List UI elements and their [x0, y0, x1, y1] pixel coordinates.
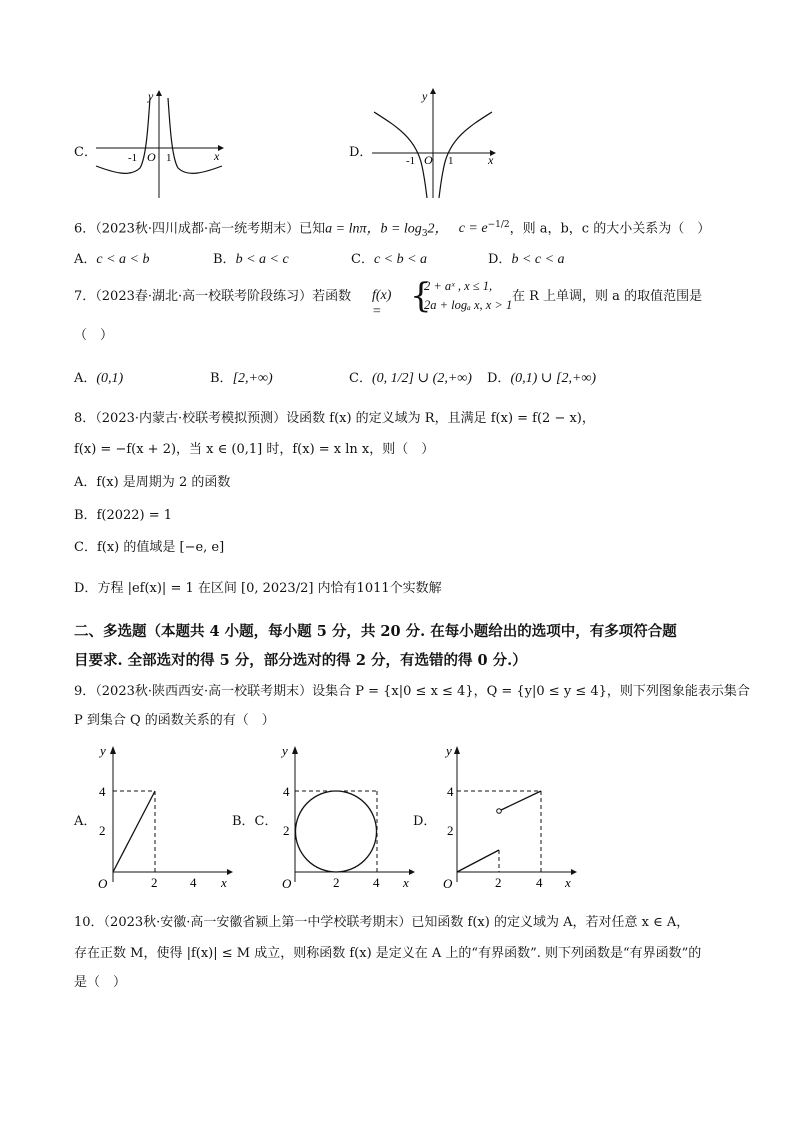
tick-y4: 4 [99, 784, 106, 799]
origin-label: O [147, 150, 156, 164]
q8-line2: f(x) = −f(x + 2)，当 x ∈ (0,1] 时，f(x) = x ln x，则（ ） [74, 442, 435, 457]
q6-stem-tail: ，则 a，b，c 的大小关系为（ ） [509, 221, 711, 237]
q7-case2: 2a + logₐ x, x > 1 [424, 298, 513, 312]
y-axis-label: y [148, 89, 154, 103]
x-axis-label: x [488, 153, 494, 167]
q7-paren: （ ） [74, 328, 114, 343]
q9-graph-bc [275, 742, 417, 892]
tick-neg1: -1 [406, 155, 416, 167]
tick-y2: 2 [447, 823, 454, 838]
q6-option-b: B．b < a < c [213, 252, 289, 267]
q7-option-c: C．(0, 1/2] ∪ (2,+∞) [349, 371, 472, 386]
q6-stem-text: 6．（2023秋·四川成都·高一统考期末）已知 [74, 221, 326, 237]
tick-x4: 4 [536, 875, 543, 890]
option-d-label: D． [349, 145, 373, 160]
origin-label: O [98, 876, 108, 891]
q9-line1: 9．（2023秋·陕西西安·高一校联考期末）设集合 P = {x|0 ≤ x ≤ 4}，Q = {y|0 ≤ y ≤ 4}，则下列图象能表示集合 [74, 684, 750, 699]
q8-option-c: C．f(x) 的值域是 [−e, e] [74, 540, 225, 555]
graph-option-c [90, 88, 230, 200]
q9-graph-a [93, 742, 235, 892]
tick-x2: 2 [151, 875, 158, 890]
tick-x4: 4 [373, 875, 380, 890]
q7-option-b: B．[2,+∞) [210, 371, 273, 386]
q6-option-c: C．c < b < a [351, 252, 428, 267]
q6-math-c: c = e [458, 221, 488, 237]
q8-option-d: D．方程 |ef(x)| = 1 在区间 [0, 2023/2] 内恰有1011个实数解 [74, 581, 442, 596]
tick-x2: 2 [333, 875, 340, 890]
q10-line2: 存在正数 M，使得 |f(x)| ≤ M 成立，则称函数 f(x) 是定义在 A 上的“有界函数”. 则下列函数是“有界函数”的 [74, 946, 702, 961]
q6-math-c-exp: −1/2 [487, 220, 510, 230]
q7-case1: 2 + aˣ , x ≤ 1, [424, 279, 493, 293]
origin-label: O [282, 876, 292, 891]
tick-x2: 2 [495, 875, 502, 890]
tick-y2: 2 [283, 823, 290, 838]
y-axis-label: y [446, 743, 452, 758]
q8-option-a: A．f(x) 是周期为 2 的函数 [74, 475, 231, 490]
y-axis-label: y [100, 743, 106, 758]
q6-option-a: A．c < a < b [74, 252, 150, 267]
x-axis-label: x [565, 875, 571, 890]
q7-stem [74, 288, 351, 306]
q6-stem [74, 216, 710, 243]
q8-line1: 8．（2023·内蒙古·校联考模拟预测）设函数 f(x) 的定义域为 R，且满足 f(x) = f(2 − x)， [74, 411, 595, 426]
section2-heading-line1: 二、多选题（本题共 4 小题，每小题 5 分，共 20 分. 在每小题给出的选项中，有多项符合题 [74, 623, 677, 640]
tick-x4: 4 [190, 875, 197, 890]
q9-graph-d [437, 742, 579, 892]
origin-label: O [424, 153, 433, 167]
q6-math-ab-tail: 2， [427, 221, 449, 237]
tick-1: 1 [448, 155, 454, 167]
origin-label: O [443, 876, 453, 891]
q7-func: f(x) = [372, 288, 392, 319]
q7-stem-text: 7．（2023春·湖北·高一校联考阶段练习）若函数 [74, 289, 352, 304]
q7-option-a: A．(0,1) [74, 371, 124, 386]
graph-option-d [368, 86, 503, 202]
q7-brace: { [410, 276, 432, 316]
q6-math-ab: a = lnπ，b = log [325, 221, 422, 237]
y-axis-label: y [422, 89, 428, 103]
q9-line2: P 到集合 Q 的函数关系的有（ ） [74, 713, 275, 728]
q10-line1: 10．（2023秋·安徽·高一安徽省颍上第一中学校联考期末）已知函数 f(x) 的定义域为 A，若对任意 x ∈ A， [74, 915, 690, 930]
section2-heading-line2: 目要求. 全部选对的得 5 分，部分选对的得 2 分，有选错的得 0 分.） [74, 652, 527, 669]
q7-stem-tail: 在 R 上单调，则 a 的取值范围是 [512, 289, 703, 304]
tick-y4: 4 [447, 784, 454, 799]
tick-1: 1 [166, 152, 172, 164]
q8-option-b: B．f(2022) = 1 [74, 508, 173, 523]
y-axis-label: y [282, 743, 288, 758]
q10-line3: 是（ ） [74, 975, 127, 990]
x-axis-label: x [403, 875, 409, 890]
x-axis-label: x [221, 875, 227, 890]
tick-neg1: -1 [128, 152, 138, 164]
q7-option-d: D．(0,1) ∪ [2,+∞) [487, 371, 597, 386]
q9-graph-d-label: D． [413, 814, 437, 829]
q9-graph-bc-label: B．C． [232, 814, 278, 829]
x-axis-label: x [214, 149, 220, 163]
q9-graph-a-label: A． [74, 814, 97, 829]
tick-y2: 2 [99, 823, 106, 838]
q6-option-d: D．b < c < a [488, 252, 565, 267]
q6-log-base: 3 [421, 228, 428, 239]
tick-y4: 4 [283, 784, 290, 799]
option-c-label: C． [74, 145, 97, 160]
